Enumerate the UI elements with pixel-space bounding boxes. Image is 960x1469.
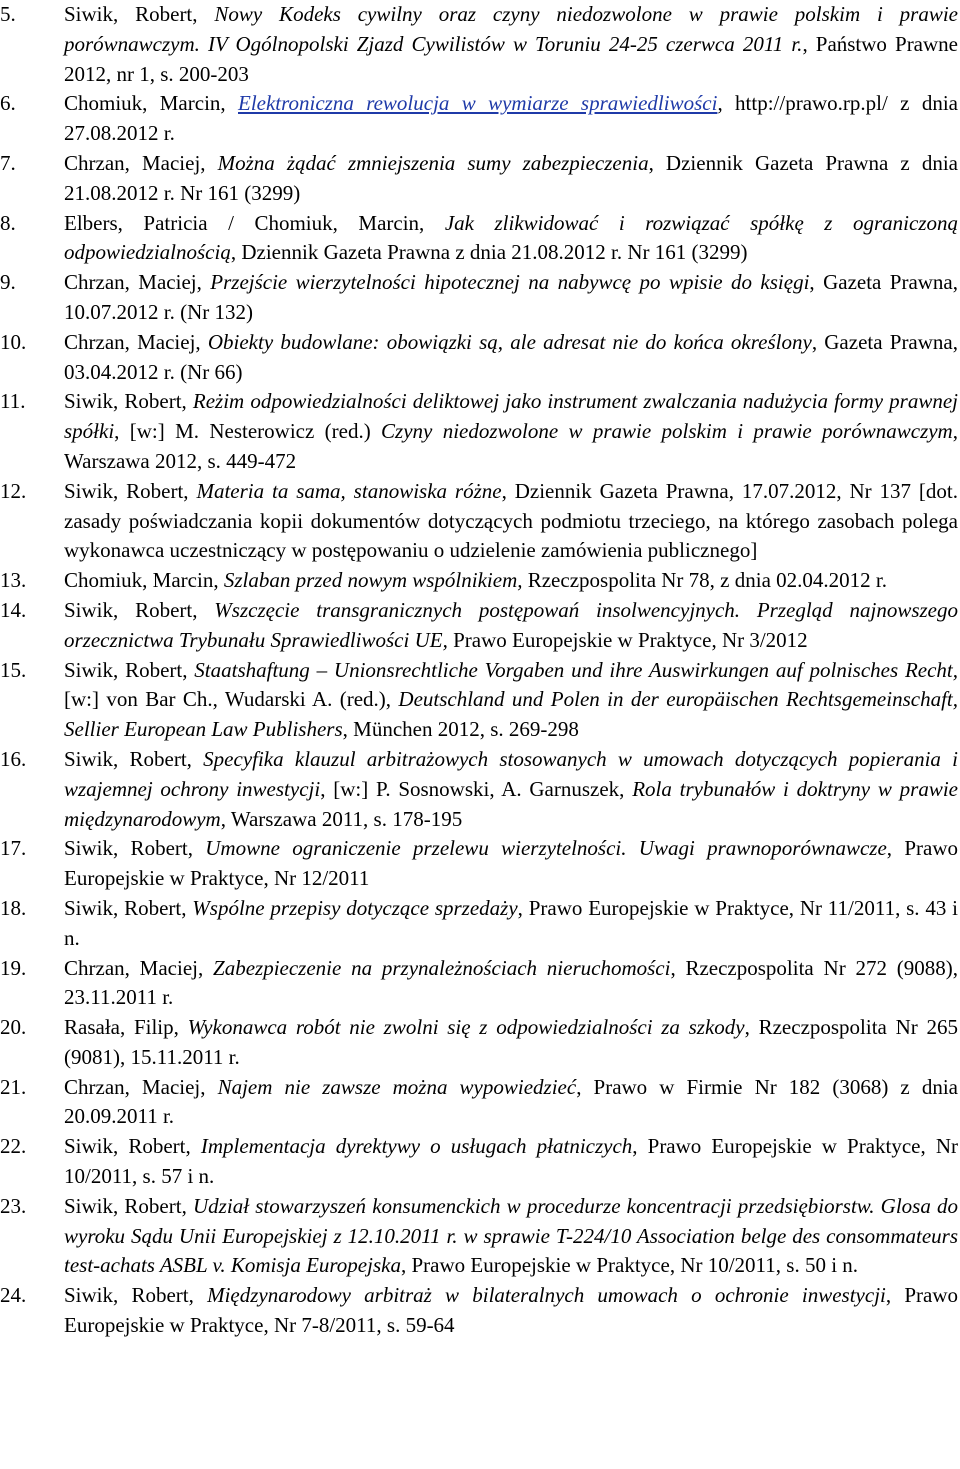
reference-text: Rzeczpospolita Nr 78, z dnia 02.04.2012 r. <box>522 568 887 593</box>
reference-title: Implementacja dyrektywy o usługach płatniczych <box>200 1134 633 1159</box>
reference-text: , Prawo Europejskie w Praktyce, Nr 10/2011, s. 57 i n. <box>64 1134 958 1189</box>
reference-title: Jak zlikwidować i rozwiązać spółkę z ograniczoną odpowiedzialnością <box>64 210 958 265</box>
reference-text: , Dziennik Gazeta Prawna z dnia 21.08.2012 r. Nr 161 (3299) <box>64 150 958 205</box>
reference-text: Siwik, Robert, <box>64 2 215 26</box>
reference-item <box>0 477 958 566</box>
reference-text: , Prawo w Firmie Nr 182 (3068) z dnia 20.09.2011 r. <box>64 1074 958 1129</box>
reference-number: 5. <box>0 2 16 26</box>
reference-text: , http://prawo.rp.pl/ z dnia 27.08.2012 r. <box>64 91 958 146</box>
reference-text: Chrzan, Maciej, <box>64 150 218 175</box>
reference-title: Czyny niedozwolone w prawie polskim i prawie porównawczym <box>381 419 953 444</box>
reference-title: Deutschland und Polen in der europäischen Rechtsgemeinschaft, Sellier European Law Publishers <box>64 687 958 742</box>
reference-number: 6. <box>0 91 16 116</box>
reference-text: , Państwo Prawne 2012, nr 1, s. 200-203 <box>64 31 958 86</box>
reference-title: Zabezpieczenie na przynależnościach nieruchomości <box>213 955 671 980</box>
reference-item <box>0 1281 958 1341</box>
reference-text: , Rzeczpospolita Nr 272 (9088), 23.11.2011 r. <box>64 955 958 1010</box>
reference-number: 9. <box>0 270 16 295</box>
reference-text: Siwik, Robert, <box>64 746 204 771</box>
reference-text: , Prawo Europejskie w Praktyce, Nr 10/2011, s. 50 i n. <box>400 1253 859 1278</box>
reference-text: [w:] von Bar Ch., Wudarski A. (red.), <box>64 687 399 712</box>
reference-item <box>0 268 958 328</box>
reference-item <box>0 894 958 954</box>
reference-title: Wykonawca robót nie zwolni się z odpowiedzialności za szkody <box>187 1015 745 1040</box>
reference-text: Siwik, Robert, <box>64 1283 208 1308</box>
reference-number: 22. <box>0 1134 27 1159</box>
reference-text: , Rzeczpospolita Nr 265 (9081), 15.11.2011 r. <box>64 1015 958 1069</box>
reference-number: 19. <box>0 955 27 980</box>
reference-text: , Dziennik Gazeta Prawna z dnia 21.08.2012 r. Nr 161 (3299) <box>230 240 748 265</box>
reference-number: 16. <box>0 746 27 771</box>
reference-item <box>0 1073 958 1133</box>
reference-item <box>0 89 958 149</box>
reference-item <box>0 328 958 388</box>
reference-item <box>0 149 958 209</box>
reference-text: , Warszawa 2011, s. 178-195 <box>220 806 463 831</box>
reference-number: 18. <box>0 895 27 920</box>
reference-text: Siwik, Robert, <box>64 657 195 682</box>
reference-number: 14. <box>0 597 27 622</box>
reference-text: Siwik, Robert, <box>64 1193 194 1218</box>
reference-item <box>0 1132 958 1192</box>
reference-number: 8. <box>0 210 16 235</box>
reference-item <box>0 0 958 89</box>
reference-text: Siwik, Robert, <box>64 1134 201 1159</box>
reference-text: Siwik, Robert, <box>64 836 206 861</box>
reference-title: Międzynarodowy arbitraż w bilateralnych umowach o ochronie inwestycji <box>207 1283 886 1308</box>
reference-item <box>0 1192 958 1281</box>
reference-number: 7. <box>0 150 16 175</box>
reference-number: 20. <box>0 1015 27 1040</box>
reference-text: Chomiuk, Marcin, <box>64 91 238 116</box>
reference-item <box>0 954 958 1014</box>
reference-number: 24. <box>0 1283 27 1308</box>
reference-title: Obiekty budowlane: obowiązki są, ale adresat nie do końca określony <box>207 329 812 354</box>
reference-number: 23. <box>0 1193 27 1218</box>
reference-item <box>0 745 958 834</box>
reference-text: Chrzan, Maciej, <box>64 1074 218 1099</box>
reference-text: Siwik, Robert, <box>64 389 193 414</box>
reference-title: Szlaban przed nowym wspólnikiem, <box>223 568 523 593</box>
reference-number: 13. <box>0 568 27 593</box>
reference-text: Chrzan, Maciej, <box>64 329 208 354</box>
reference-number: 15. <box>0 657 27 682</box>
reference-title: Staatshaftung – Unionsrechtliche Vorgaben und ihre Auswirkungen auf polnisches Recht, <box>194 657 959 682</box>
reference-title: Wszczęcie transgranicznych postępowań insolwencyjnych. Przegląd najnowszego orzecznictwa Trybunału Sprawiedliwości UE, <box>64 597 959 652</box>
reference-text: , Gazeta Prawna, 10.07.2012 r. (Nr 132) <box>64 270 958 324</box>
reference-title: Najem nie zawsze można wypowiedzieć <box>217 1074 577 1099</box>
reference-title: Specyfika klauzul arbitrażowych stosowanych w umowach dotyczących popierania i wzajemnej ochrony inwestycji <box>64 746 959 801</box>
reference-text: , Warszawa 2012, s. 449-472 <box>64 419 958 473</box>
reference-text: Siwik, Robert, <box>64 478 197 503</box>
reference-item <box>0 566 958 596</box>
reference-text: , Gazeta Prawna, 03.04.2012 r. (Nr 66) <box>64 329 958 384</box>
reference-title: Materia ta sama, stanowiska różne <box>196 478 502 503</box>
reference-text: Rasała, Filip, <box>64 1015 188 1040</box>
reference-title: Umowne ograniczenie przelewu wierzytelności. Uwagi prawnoporównawcze <box>205 836 887 861</box>
reference-text: , Prawo Europejskie w Praktyce, Nr 7-8/2011, s. 59-64 <box>64 1283 958 1338</box>
reference-text: Elbers, Patricia / Chomiuk, Marcin, <box>64 210 445 235</box>
reference-number: 21. <box>0 1074 27 1099</box>
reference-text: Siwik, Robert, <box>64 895 193 920</box>
reference-text: Chrzan, Maciej, <box>64 270 211 295</box>
reference-text: Chrzan, Maciej, <box>64 955 214 980</box>
reference-text: , München 2012, s. 269-298 <box>342 717 579 742</box>
reference-item <box>0 834 958 894</box>
reference-text: Prawo Europejskie w Praktyce, Nr 3/2012 <box>447 627 808 652</box>
reference-title: Rola trybunałów i doktryny w prawie międzynarodowym <box>64 776 958 831</box>
reference-text: , Prawo Europejskie w Praktyce, Nr 11/2011, s. 43 i n. <box>64 895 959 950</box>
reference-number: 12. <box>0 478 27 503</box>
reference-link[interactable]: Elektroniczna rewolucja w wymiarze sprawiedliwości <box>238 91 718 116</box>
reference-item <box>0 656 958 745</box>
reference-title: Reżim odpowiedzialności deliktowej jako instrument zwalczania nadużycia formy prawnej spółki <box>64 389 958 444</box>
reference-number: 17. <box>0 836 27 861</box>
reference-item <box>0 596 958 656</box>
reference-text: , Prawo Europejskie w Praktyce, Nr 12/2011 <box>64 836 959 891</box>
reference-text: , [w:] M. Nesterowicz (red.) <box>114 419 382 444</box>
reference-text: Siwik, Robert, <box>64 597 215 622</box>
reference-title: Przejście wierzytelności hipotecznej na nabywcę po wpisie do księgi <box>210 270 810 295</box>
reference-title: Udział stowarzyszeń konsumenckich w procedurze koncentracji przedsiębiorstw. Glosa do wyroku Sądu Unii Europejskiej z 12.10.2011 r. w sprawie T-224/10 Association belge des consommateurs test-achats ASBL v. Komisja Europejska <box>64 1193 959 1278</box>
reference-item <box>0 1013 958 1073</box>
reference-item <box>0 387 958 476</box>
reference-number: 11. <box>0 389 26 414</box>
reference-title: Wspólne przepisy dotyczące sprzedaży <box>192 895 518 920</box>
reference-title: Można żądać zmniejszenia sumy zabezpieczenia <box>217 150 649 175</box>
reference-text: , Dziennik Gazeta Prawna, 17.07.2012, Nr 137 [dot. zasady poświadczania kopii dokumentów dotyczących podmiotu trzeciego, na którego zasobach polega wykonawca uczestniczący w postępowaniu o udzielenie zamówienia publicznego] <box>64 478 958 563</box>
reference-item <box>0 209 958 269</box>
reference-text: , [w:] P. Sosnowski, A. Garnuszek, <box>320 776 633 801</box>
reference-title: Nowy Kodeks cywilny oraz czyny niedozwolone w prawie polskim i prawie porównawczym. IV Ogólnopolski Zjazd Cywilistów w Toruniu 24-25 czerwca 2011 r. <box>64 2 958 56</box>
reference-number: 10. <box>0 329 27 354</box>
reference-text: Chomiuk, Marcin, <box>64 568 224 593</box>
